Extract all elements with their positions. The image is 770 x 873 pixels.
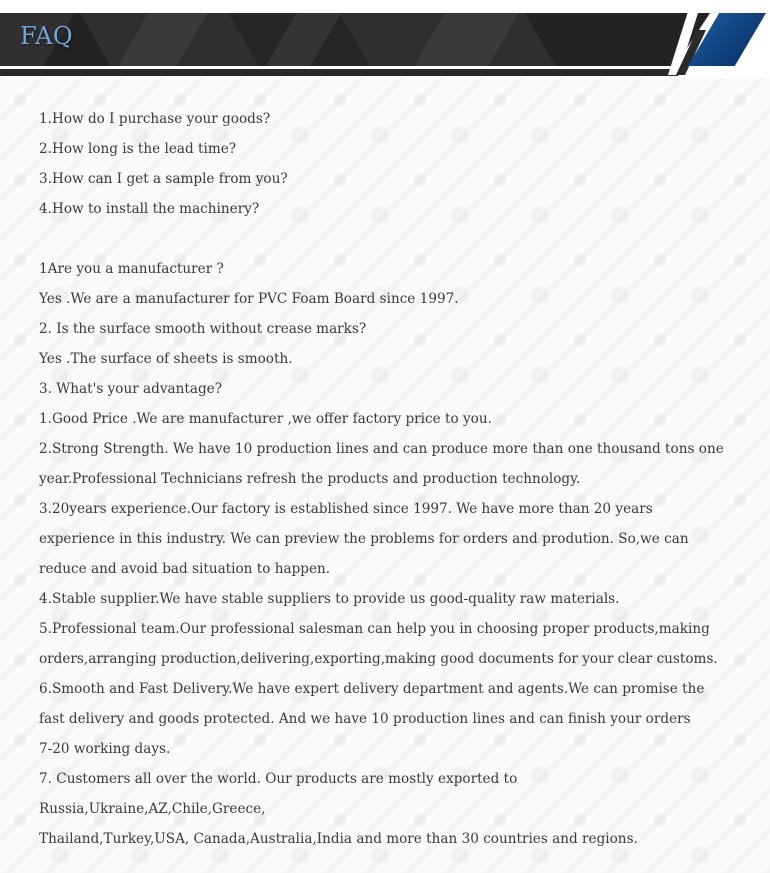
answer-line: 3. What's your advantage? (39, 381, 223, 397)
answer-line: orders,arranging production,delivering,exporting,making good documents for your clear customs. (39, 651, 718, 667)
answer-line: Russia,Ukraine,AZ,Chile,Greece, (39, 801, 266, 817)
answer-line: 2. Is the surface smooth without crease marks? (39, 321, 367, 337)
answer-line: 7. Customers all over the world. Our products are mostly exported to (39, 771, 518, 787)
answer-line: 7-20 working days. (39, 741, 171, 757)
banner-bottom-bar (0, 69, 678, 76)
answer-line: experience in this industry. We can preview the problems for orders and prodution. So,we can (39, 531, 689, 547)
answer-line: 4.Stable supplier.We have stable suppliers to provide us good-quality raw materials. (39, 591, 620, 607)
answer-line: reduce and avoid bad situation to happen. (39, 561, 331, 577)
question-item: 2.How long is the lead time? (39, 141, 237, 157)
section-spacer (39, 224, 739, 254)
answer-line: 5.Professional team.Our professional salesman can help you in choosing proper products,making (39, 621, 710, 637)
question-item: 4.How to install the machinery? (39, 201, 260, 217)
answer-line: Thailand,Turkey,USA, Canada,Australia,India and more than 30 countries and regions. (39, 831, 638, 847)
answer-line: 1Are you a manufacturer ? (39, 261, 224, 277)
answer-line: year.Professional Technicians refresh the products and production technology. (39, 471, 581, 487)
question-item: 3.How can I get a sample from you? (39, 171, 288, 187)
faq-header-banner (0, 0, 770, 78)
page-title: FAQ (20, 22, 74, 50)
answer-line: fast delivery and goods protected. And we have 10 production lines and can finish your orders (39, 711, 691, 727)
banner-dark-pattern (0, 13, 710, 67)
answer-line: 1.Good Price .We are manufacturer ,we offer factory price to you. (39, 411, 492, 427)
answer-line: 3.20years experience.Our factory is established since 1997. We have more than 20 years (39, 501, 653, 517)
answer-line: 6.Smooth and Fast Delivery.We have expert delivery department and agents.We can promise the (39, 681, 705, 697)
faq-content (39, 104, 739, 854)
question-item: 1.How do I purchase your goods? (39, 111, 271, 127)
answer-line: Yes .The surface of sheets is smooth. (39, 351, 293, 367)
answer-line: Yes .We are a manufacturer for PVC Foam Board since 1997. (39, 291, 459, 307)
answer-line: 2.Strong Strength. We have 10 production lines and can produce more than one thousand tons one (39, 441, 724, 457)
